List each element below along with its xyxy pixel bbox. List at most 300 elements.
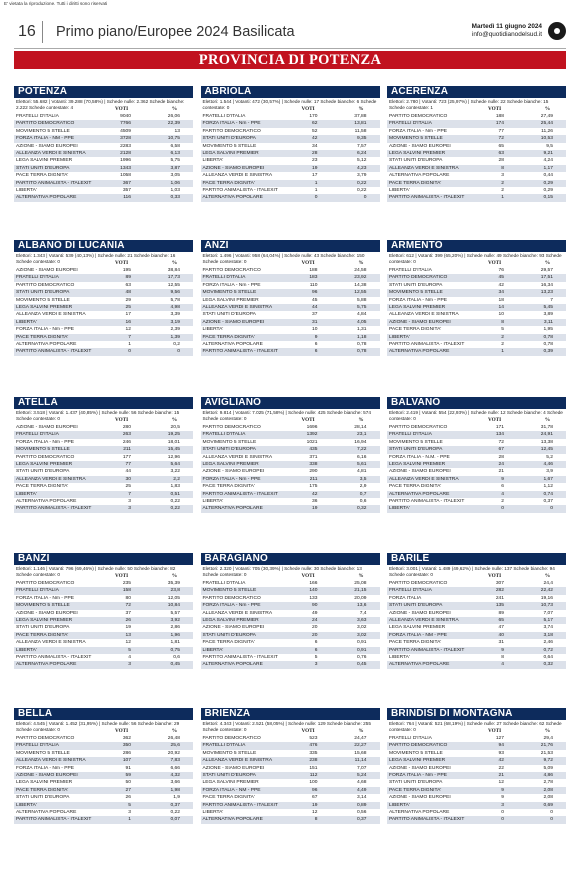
party-percent: 23,8 bbox=[170, 588, 180, 594]
party-percent: 13,38 bbox=[540, 439, 553, 445]
table-row bbox=[14, 267, 193, 274]
party-name: FRATELLI D'ITALIA bbox=[16, 743, 59, 749]
party-name: ALTERNATIVA POPOLARE bbox=[389, 173, 450, 179]
party-name: PACE TERRA DIGNITA' bbox=[389, 484, 442, 490]
party-name: STATI UNITI D'EUROPA bbox=[389, 447, 443, 453]
comune-name: BRIENZA bbox=[201, 708, 380, 720]
party-percent: 5,88 bbox=[356, 297, 367, 303]
party-name: LIBERTA' bbox=[389, 187, 410, 193]
table-row bbox=[387, 772, 566, 779]
party-votes: 112 bbox=[309, 772, 318, 778]
table-row bbox=[387, 794, 566, 801]
table-row bbox=[387, 180, 566, 187]
table-row bbox=[387, 610, 566, 617]
percent-header: % bbox=[171, 417, 177, 423]
party-votes: 246 bbox=[122, 439, 131, 445]
party-name: STATI UNITI D'EUROPA bbox=[389, 282, 443, 288]
party-votes: 367 bbox=[122, 180, 131, 186]
party-name: AZIONE - SIAMO EUROPEI bbox=[389, 143, 451, 149]
table-row bbox=[201, 113, 380, 120]
party-name: AZIONE - SIAMO EUROPEI bbox=[389, 319, 451, 325]
party-percent: 15,68 bbox=[354, 750, 367, 756]
party-votes: 19 bbox=[312, 506, 318, 512]
comune-box bbox=[14, 553, 193, 710]
comune-stats bbox=[387, 565, 566, 580]
party-name: LEGA SALVINI PREMIER bbox=[16, 461, 73, 467]
table-row bbox=[14, 341, 193, 348]
party-percent: 3,74 bbox=[543, 625, 553, 631]
table-row bbox=[387, 446, 566, 453]
party-name: ALLEANZA VERDI E SINISTRA bbox=[16, 150, 86, 156]
party-percent: 0,51 bbox=[170, 491, 180, 497]
party-percent: 3,02 bbox=[356, 632, 367, 638]
party-votes: 3 bbox=[501, 802, 504, 808]
party-name: MOVIMENTO 5 STELLE bbox=[389, 750, 443, 756]
table-row bbox=[201, 274, 380, 281]
contact-email: info@quotidianodelsud.it bbox=[471, 31, 542, 38]
party-name: PARTITO ANIMALISTA - ITALEXIT bbox=[389, 647, 465, 653]
party-name: LIBERTA' bbox=[16, 647, 37, 653]
party-name: FORZA ITALIA - Nm - PPE bbox=[16, 595, 75, 601]
comune-name: BELLA bbox=[14, 708, 193, 720]
table-row bbox=[201, 319, 380, 326]
comune-box bbox=[387, 86, 566, 243]
stats-text: Elettori: 9.814 | Votanti: 7.025 (71,58%) | Schede nulle: 425 Schede bianche: 574 Schede contestate: 0 bbox=[202, 410, 371, 422]
comune-stats bbox=[201, 98, 380, 113]
party-votes: 1996 bbox=[120, 158, 131, 164]
party-name: ALLEANZA VERDI E SINISTRA bbox=[389, 476, 459, 482]
party-percent: 22,27 bbox=[354, 743, 367, 749]
party-percent: 20,09 bbox=[354, 595, 367, 601]
comune-box bbox=[387, 708, 566, 865]
results-table bbox=[201, 424, 380, 513]
party-name: ALLEANZA VERDI E SINISTRA bbox=[16, 312, 86, 318]
party-percent: 38,84 bbox=[167, 268, 180, 273]
table-row bbox=[201, 439, 380, 446]
party-name: PARTITO ANIMALISTA - ITALEXIT bbox=[202, 654, 278, 660]
table-row bbox=[387, 632, 566, 639]
party-votes: 30 bbox=[125, 476, 131, 482]
party-percent: 25,08 bbox=[354, 581, 367, 586]
party-percent: 27,49 bbox=[540, 114, 553, 119]
party-percent: 9,5 bbox=[546, 143, 553, 149]
party-votes: 350 bbox=[122, 743, 131, 749]
party-votes: 211 bbox=[123, 447, 131, 453]
stats-text: Elettori: 2.320 | Votanti: 705 (30,39%) | Schede nulle: 30 Schede bianche: 13 Schede contestate: 0 bbox=[202, 566, 362, 578]
comune-name: ACERENZA bbox=[387, 86, 566, 98]
party-name: STATI UNITI D'EUROPA bbox=[202, 772, 256, 778]
party-percent: 0,6 bbox=[359, 498, 367, 504]
comune-name: BRINDISI DI MONTAGNA bbox=[387, 708, 566, 720]
party-percent: 5,61 bbox=[356, 461, 367, 467]
party-name: PACE TERRA DIGNITA' bbox=[202, 640, 255, 646]
party-votes: 175 bbox=[309, 484, 318, 490]
party-name: ALLEANZA VERDI E SINISTRA bbox=[202, 173, 273, 179]
table-row bbox=[201, 772, 380, 779]
party-name: FRATELLI D'ITALIA bbox=[202, 743, 246, 749]
results-table bbox=[387, 267, 566, 356]
province-banner: PROVINCIA DI POTENZA bbox=[14, 51, 566, 69]
party-percent: 19,25 bbox=[167, 432, 180, 438]
party-name: LIBERTA' bbox=[389, 654, 410, 660]
party-percent: 5,12 bbox=[356, 158, 367, 164]
table-row bbox=[387, 113, 566, 120]
party-votes: 22 bbox=[498, 765, 504, 771]
comune-box bbox=[387, 553, 566, 710]
party-votes: 4 bbox=[501, 491, 504, 497]
party-percent: 4,49 bbox=[356, 787, 367, 793]
results-table bbox=[201, 735, 380, 824]
party-percent: 3,5 bbox=[359, 476, 367, 482]
party-percent: 21,15 bbox=[354, 588, 367, 594]
party-percent: 0,78 bbox=[543, 334, 553, 340]
party-name: FRATELLI D'ITALIA bbox=[389, 121, 432, 127]
votes-header: VOTI bbox=[301, 260, 315, 266]
party-votes: 45 bbox=[312, 297, 318, 303]
table-row bbox=[14, 289, 193, 296]
party-votes: 6 bbox=[501, 484, 504, 490]
votes-header: VOTI bbox=[115, 417, 129, 423]
page-header bbox=[14, 15, 566, 47]
votes-header: VOTI bbox=[115, 573, 129, 579]
party-percent: 3,05 bbox=[170, 173, 180, 179]
party-votes: 16 bbox=[125, 319, 131, 325]
party-percent: 5,75 bbox=[356, 304, 367, 310]
party-name: LEGA SALVINI PREMIER bbox=[202, 297, 259, 303]
results-table bbox=[14, 735, 193, 824]
party-name: PARTITO ANIMALISTA - ITALEXIT bbox=[202, 349, 278, 355]
comune-name: BANZI bbox=[14, 553, 193, 565]
percent-header: % bbox=[358, 106, 364, 112]
table-row bbox=[201, 802, 380, 809]
party-name: ALLEANZA VERDI E SINISTRA bbox=[389, 165, 459, 171]
table-row bbox=[387, 297, 566, 304]
party-name: LEGA SALVINI PREMIER bbox=[202, 461, 259, 467]
party-name: PACE TERRA DIGNITA' bbox=[16, 632, 69, 638]
party-percent: 12,96 bbox=[167, 454, 180, 460]
table-row bbox=[387, 326, 566, 333]
table-row bbox=[387, 476, 566, 483]
table-row bbox=[201, 654, 380, 661]
party-name: ALTERNATIVA POPOLARE bbox=[389, 809, 450, 815]
table-row bbox=[14, 135, 193, 142]
party-percent: 0,32 bbox=[543, 662, 553, 668]
party-votes: 1 bbox=[314, 180, 318, 186]
party-votes: 36 bbox=[312, 498, 318, 504]
party-votes: 12 bbox=[125, 327, 131, 333]
party-percent: 4,32 bbox=[170, 772, 180, 778]
party-votes: 183 bbox=[309, 275, 318, 281]
party-name: FORZA ITALIA - NM - PPE bbox=[16, 136, 75, 142]
party-votes: 31 bbox=[498, 640, 504, 646]
table-row bbox=[14, 143, 193, 150]
table-row bbox=[14, 468, 193, 475]
party-percent: 18,01 bbox=[167, 439, 180, 445]
party-name: ALTERNATIVA POPOLARE bbox=[16, 341, 77, 347]
party-votes: 338 bbox=[309, 461, 318, 467]
party-name: STATI UNITI D'EUROPA bbox=[389, 158, 443, 164]
table-row bbox=[387, 624, 566, 631]
party-votes: 1696 bbox=[306, 425, 318, 430]
party-votes: 0 bbox=[501, 809, 504, 815]
party-percent: 11,26 bbox=[541, 128, 553, 134]
party-votes: 9040 bbox=[120, 114, 131, 119]
table-row bbox=[201, 289, 380, 296]
party-name: PARTITO DEMOCRATICO bbox=[16, 581, 75, 586]
party-votes: 280 bbox=[122, 425, 131, 430]
table-row bbox=[201, 341, 380, 348]
party-votes: 2 bbox=[501, 180, 504, 186]
party-percent: 1,9 bbox=[173, 795, 180, 801]
party-votes: 3 bbox=[128, 506, 131, 512]
table-row bbox=[14, 794, 193, 801]
party-votes: 6 bbox=[314, 647, 318, 653]
party-votes: 72 bbox=[125, 603, 131, 609]
table-row bbox=[14, 632, 193, 639]
comune-stats bbox=[14, 252, 193, 267]
party-votes: 1 bbox=[128, 341, 131, 347]
party-percent: 0,22 bbox=[356, 180, 367, 186]
party-percent: 0,76 bbox=[356, 654, 367, 660]
party-votes: 28 bbox=[498, 158, 504, 164]
party-votes: 72 bbox=[498, 439, 504, 445]
party-percent: 3,02 bbox=[356, 625, 367, 631]
stats-text: Elettori: 1.343 | Votanti: 539 (40,13%) | Schede nulle: 21 Schede bianche: 16 Schede contestate: 0 bbox=[16, 253, 176, 265]
table-row bbox=[387, 157, 566, 164]
party-votes: 47 bbox=[498, 625, 504, 631]
party-percent: 9,21 bbox=[543, 150, 553, 156]
party-name: PARTITO ANIMALISTA - ITALEXIT bbox=[389, 195, 465, 201]
percent-header: % bbox=[171, 728, 177, 734]
party-name: LIBERTA' bbox=[389, 334, 410, 340]
party-name: PACE TERRA DIGNITA' bbox=[389, 327, 442, 333]
party-votes: 63 bbox=[498, 150, 504, 156]
party-votes: 89 bbox=[125, 275, 131, 281]
stats-text: Elettori: 1.544 | Votanti: 472 (30,57%) | Schede nulle: 17 Schede bianche: 6 Schede contestate: 0 bbox=[202, 99, 377, 111]
party-name: PARTITO ANIMALISTA - ITALEXIT bbox=[389, 341, 465, 347]
comune-name: ARMENTO bbox=[387, 240, 566, 252]
stats-text: Elettori: 3.001 | Votanti: 1.489 (49,62%) | Schede nulle: 137 Schede bianche: 94 Schede contestate: 0 bbox=[389, 566, 555, 578]
comune-name: POTENZA bbox=[14, 86, 193, 98]
party-votes: 0 bbox=[314, 195, 318, 201]
table-row bbox=[201, 587, 380, 594]
party-name: LEGA SALVINI PREMIER bbox=[16, 158, 73, 164]
party-name: STATI UNITI D'EUROPA bbox=[16, 165, 70, 171]
party-name: FRATELLI D'ITALIA bbox=[202, 114, 246, 119]
party-percent: 4,24 bbox=[543, 158, 553, 164]
party-votes: 26 bbox=[125, 795, 131, 801]
party-votes: 80 bbox=[125, 595, 131, 601]
party-votes: 174 bbox=[495, 121, 504, 127]
table-row bbox=[14, 617, 193, 624]
table-row bbox=[14, 491, 193, 498]
party-percent: 0,37 bbox=[543, 498, 553, 504]
table-row bbox=[387, 587, 566, 594]
party-votes: 45 bbox=[498, 275, 504, 281]
party-percent: 23,1 bbox=[356, 432, 367, 438]
party-percent: 0,6 bbox=[173, 654, 180, 660]
party-percent: 0 bbox=[363, 195, 367, 201]
comune-stats bbox=[387, 98, 566, 113]
votes-header: VOTI bbox=[488, 573, 502, 579]
table-row bbox=[387, 802, 566, 809]
party-name: ALLEANZA VERDI E SINISTRA bbox=[389, 617, 459, 623]
party-name: FRATELLI D'ITALIA bbox=[389, 432, 432, 438]
table-row bbox=[387, 172, 566, 179]
table-row bbox=[201, 424, 380, 431]
party-percent: 0,56 bbox=[356, 809, 367, 815]
party-votes: 290 bbox=[309, 469, 318, 475]
table-row bbox=[14, 172, 193, 179]
party-votes: 96 bbox=[312, 290, 318, 296]
stats-text: Elettori: 55.682 | Votanti: 39.288 (70,58%) | Schede nulle: 2.362 Schede bianche: 2.222 Schede contestate: 4 bbox=[16, 99, 185, 111]
comune-stats bbox=[201, 565, 380, 580]
comune-name: ALBANO DI LUCANIA bbox=[14, 240, 193, 252]
party-name: MOVIMENTO 5 STELLE bbox=[202, 750, 257, 756]
table-row bbox=[201, 809, 380, 816]
party-votes: 1 bbox=[501, 195, 504, 201]
table-row bbox=[201, 787, 380, 794]
results-table bbox=[387, 735, 566, 824]
party-name: FORZA ITALIA - Nm - PPE bbox=[16, 439, 75, 445]
party-votes: 6 bbox=[314, 341, 318, 347]
table-row bbox=[14, 297, 193, 304]
party-name: MOVIMENTO 5 STELLE bbox=[389, 439, 443, 445]
party-votes: 3 bbox=[128, 662, 131, 668]
table-row bbox=[14, 334, 193, 341]
party-name: PACE TERRA DIGNITA' bbox=[389, 640, 442, 646]
table-row bbox=[201, 297, 380, 304]
party-votes: 19 bbox=[312, 802, 318, 808]
party-name: LIBERTA' bbox=[389, 802, 410, 808]
table-row bbox=[201, 143, 380, 150]
table-row bbox=[387, 661, 566, 668]
table-row bbox=[201, 348, 380, 355]
party-percent: 26,48 bbox=[167, 736, 180, 741]
party-name: STATI UNITI D'EUROPA bbox=[202, 447, 256, 453]
party-percent: 37,88 bbox=[354, 114, 367, 119]
percent-header: % bbox=[171, 573, 177, 579]
party-percent: 3,89 bbox=[543, 312, 553, 318]
party-percent: 0,29 bbox=[543, 187, 553, 193]
party-percent: 1,83 bbox=[170, 484, 180, 490]
table-row bbox=[14, 816, 193, 823]
table-row bbox=[387, 580, 566, 587]
party-votes: 49 bbox=[312, 610, 318, 616]
table-row bbox=[201, 476, 380, 483]
party-percent: 6,16 bbox=[356, 454, 367, 460]
table-row bbox=[14, 587, 193, 594]
party-name: LEGA SALVINI PREMIER bbox=[16, 617, 73, 623]
party-name: LIBERTA' bbox=[389, 506, 410, 512]
table-row bbox=[14, 304, 193, 311]
party-percent: 1,18 bbox=[356, 334, 367, 340]
party-name: LEGA SALVINI PREMIER bbox=[16, 304, 73, 310]
table-row bbox=[387, 289, 566, 296]
party-votes: 151 bbox=[309, 765, 318, 771]
comune-box bbox=[201, 708, 380, 865]
party-percent: 3,63 bbox=[356, 617, 367, 623]
party-name: MOVIMENTO 5 STELLE bbox=[202, 290, 257, 296]
stats-text: Elettori: 612 | Votanti: 399 (65,20%) | Schede nulle: 49 Schede bianche: 93 Schede contestate: 0 bbox=[389, 253, 562, 265]
party-name: MOVIMENTO 5 STELLE bbox=[202, 439, 257, 445]
party-name: PARTITO ANIMALISTA - ITALEXIT bbox=[16, 817, 92, 823]
party-percent: 0 bbox=[550, 809, 553, 815]
comune-name: ATELLA bbox=[14, 397, 193, 409]
party-name: ALTERNATIVA POPOLARE bbox=[16, 195, 77, 201]
party-votes: 1021 bbox=[306, 439, 318, 445]
percent-header: % bbox=[358, 573, 364, 579]
party-votes: 63 bbox=[125, 282, 131, 288]
party-votes: 166 bbox=[309, 581, 318, 586]
party-name: ALTERNATIVA POPOLARE bbox=[16, 498, 77, 504]
stats-text: Elettori: 764 | Votanti: 521 (68,19%) | Schede nulle: 27 Schede bianche: 62 Schede contestate: 0 bbox=[389, 721, 562, 733]
party-name: PARTITO DEMOCRATICO bbox=[389, 114, 448, 119]
copyright-notice: E' vietata la riproduzione. Tutti i diritti sono riservati bbox=[4, 1, 108, 6]
stats-text: Elettori: 2.419 | Votanti: 554 (22,93%) | Schede nulle: 12 Schede bianche: 4 Schede contestate: 0 bbox=[389, 410, 563, 422]
table-row bbox=[14, 165, 193, 172]
party-name: LEGA SALVINI PREMIER bbox=[16, 780, 73, 786]
table-row bbox=[14, 120, 193, 127]
party-name: PARTITO ANIMALISTA - ITALEXIT bbox=[16, 654, 92, 660]
party-percent: 0,78 bbox=[543, 341, 553, 347]
party-votes: 6 bbox=[314, 640, 318, 646]
table-row bbox=[201, 334, 380, 341]
table-row bbox=[387, 816, 566, 823]
party-name: LIBERTA' bbox=[16, 187, 37, 193]
table-row bbox=[14, 150, 193, 157]
party-votes: 17 bbox=[125, 312, 131, 318]
comune-name: BARILE bbox=[387, 553, 566, 565]
party-votes: 12 bbox=[125, 640, 131, 646]
party-name: ALTERNATIVA POPOLARE bbox=[202, 506, 263, 512]
party-name: ALTERNATIVA POPOLARE bbox=[202, 817, 263, 823]
party-votes: 13 bbox=[125, 632, 131, 638]
results-table bbox=[201, 113, 380, 202]
stats-text: Elettori: 3.518 | Votanti: 1.437 (40,85%) | Schede nulle: 56 Schede bianche: 15 Schede contestate: 0 bbox=[16, 410, 180, 422]
party-votes: 133 bbox=[309, 595, 318, 601]
party-votes: 27 bbox=[125, 787, 131, 793]
party-percent: 7,83 bbox=[170, 758, 180, 764]
party-percent: 3,9 bbox=[546, 469, 553, 475]
party-percent: 14,38 bbox=[354, 282, 367, 288]
table-row bbox=[387, 483, 566, 490]
party-votes: 3728 bbox=[120, 136, 131, 142]
party-votes: 12 bbox=[498, 780, 504, 786]
party-votes: 188 bbox=[309, 268, 318, 273]
table-row bbox=[387, 267, 566, 274]
table-row bbox=[201, 610, 380, 617]
party-percent: 20,5 bbox=[170, 425, 180, 430]
party-percent: 4,05 bbox=[356, 319, 367, 325]
party-percent: 0,37 bbox=[356, 817, 367, 823]
party-votes: 5 bbox=[128, 647, 131, 653]
percent-header: % bbox=[358, 728, 364, 734]
party-name: MOVIMENTO 5 STELLE bbox=[16, 603, 70, 609]
party-percent: 5,75 bbox=[170, 158, 180, 164]
party-votes: 110 bbox=[309, 282, 318, 288]
party-name: FORZA ITALIA - Nm - PPE bbox=[389, 297, 448, 303]
party-percent: 20,92 bbox=[167, 750, 180, 756]
party-votes: 4 bbox=[501, 662, 504, 668]
party-percent: 19,16 bbox=[540, 595, 553, 601]
party-name: MOVIMENTO 5 STELLE bbox=[202, 143, 257, 149]
party-name: AZIONE - SIAMO EUROPEI bbox=[16, 268, 78, 273]
party-votes: 40 bbox=[498, 632, 504, 638]
party-votes: 24 bbox=[312, 617, 318, 623]
party-name: AZIONE - SIAMO EUROPEI bbox=[389, 610, 451, 616]
party-votes: 9 bbox=[501, 795, 504, 801]
